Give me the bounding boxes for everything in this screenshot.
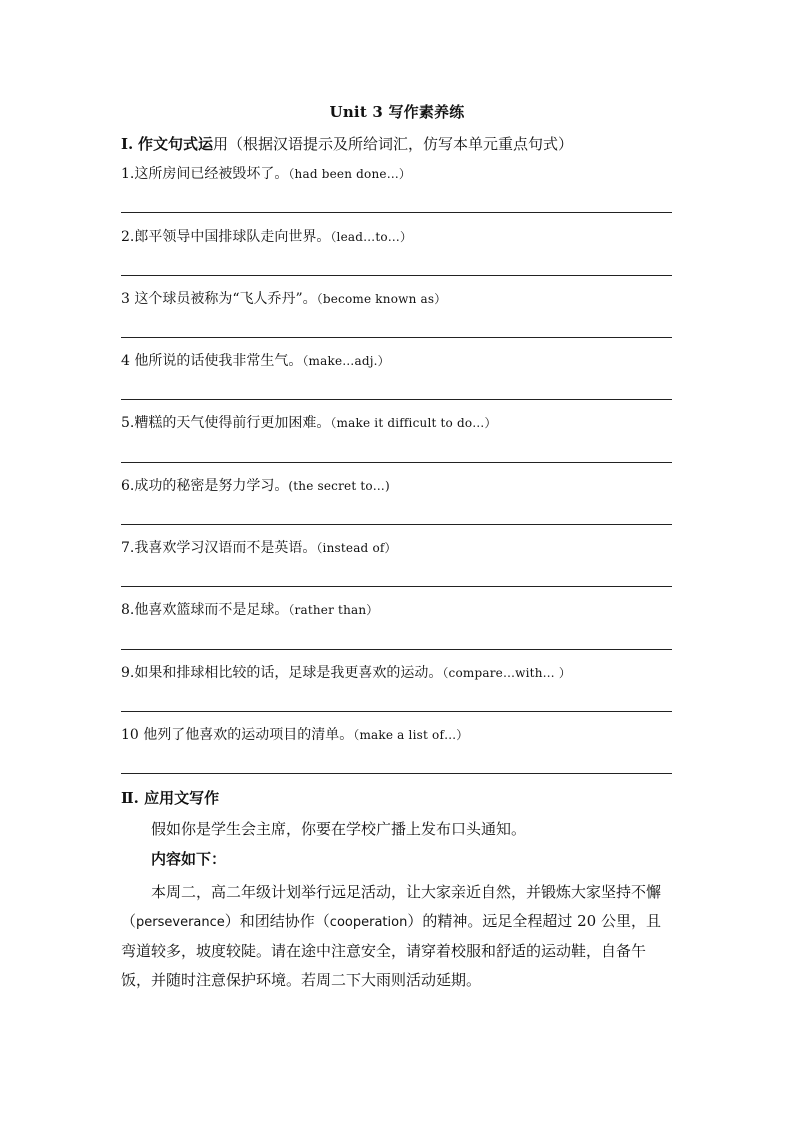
page-title: Unit 3 写作素养练 (329, 103, 465, 121)
question-hint: （become known as） (316, 292, 447, 306)
body-part-2: ）和团结协作（ (224, 912, 330, 930)
question-text: 1.这所房间已经被毁坏了。 (121, 166, 289, 182)
question-text: 4 他所说的话使我非常生气。 (121, 353, 303, 369)
question-text: 7.我喜欢学习汉语而不是英语。 (121, 540, 317, 556)
question-9 (121, 663, 672, 683)
section-2-heading-text: Ⅱ. 应用文写作 (121, 789, 220, 807)
question-hint: （compare…with… ） (442, 666, 572, 680)
answer-line[interactable] (121, 649, 672, 650)
term-cooperation: cooperation (329, 915, 408, 930)
section-1-heading-bold: 作文句式运 (138, 135, 214, 153)
question-6 (121, 476, 672, 496)
question-text: 8.他喜欢篮球而不是足球。 (121, 602, 289, 618)
question-hint: （instead of） (316, 541, 397, 555)
section-2-intro: 假如你是学生会主席，你要在学校广播上发布口头通知。 (151, 820, 527, 838)
question-hint: （rather than） (288, 603, 379, 617)
term-perseverance: perseverance (136, 915, 225, 930)
body-part-3: ）的精神。远足全程超过 20 公里，且弯道较多，坡度较陡。请在途中注意安全，请穿着校服和舒适的运动鞋，自备午饭，并随时注意保护环境。若周二下大雨则活动延期。 (121, 912, 661, 989)
question-10 (121, 725, 672, 745)
body-part-1: 本周二，高二年级计划举行远足活动，让大家亲近自然，并锻炼大家坚持不懈（ (121, 883, 662, 930)
question-7 (121, 538, 672, 558)
question-3 (121, 289, 672, 309)
section-2-body (121, 878, 675, 995)
question-5 (121, 413, 672, 433)
question-hint: （lead…to…） (330, 230, 413, 244)
question-hint: （make a list of…） (353, 728, 469, 742)
section-1-heading-rest: 用（根据汉语提示及所给词汇，仿写本单元重点句式） (213, 135, 574, 153)
answer-line[interactable] (121, 399, 672, 400)
answer-line[interactable] (121, 337, 672, 338)
answer-line[interactable] (121, 212, 672, 213)
answer-line[interactable] (121, 711, 672, 712)
question-text: 3 这个球员被称为“飞人乔丹”。 (121, 291, 317, 307)
question-hint: （make…adj.） (302, 354, 390, 368)
answer-line[interactable] (121, 275, 672, 276)
question-hint: (the secret to…) (288, 479, 390, 493)
question-text: 6.成功的秘密是努力学习。 (121, 478, 289, 494)
question-text: 5.糟糕的天气使得前行更加困难。 (121, 415, 331, 431)
question-text: 2.郎平领导中国排球队走向世界。 (121, 229, 331, 245)
answer-line[interactable] (121, 586, 672, 587)
answer-line[interactable] (121, 462, 672, 463)
question-4 (121, 351, 672, 371)
question-8 (121, 600, 672, 620)
section-1-number: Ⅰ. (121, 135, 134, 153)
section-1-heading (121, 134, 573, 154)
answer-line[interactable] (121, 773, 672, 774)
question-2 (121, 227, 672, 247)
content-label: 内容如下： (151, 850, 227, 868)
question-text: 10 他列了他喜欢的运动项目的清单。 (121, 727, 354, 743)
answer-line[interactable] (121, 524, 672, 525)
question-text: 9.如果和排球相比较的话，足球是我更喜欢的运动。 (121, 665, 443, 681)
section-2-heading (121, 788, 219, 808)
question-hint: （make it difficult to do…） (330, 416, 497, 430)
question-1 (121, 164, 672, 184)
question-hint: （had been done…） (288, 167, 412, 181)
